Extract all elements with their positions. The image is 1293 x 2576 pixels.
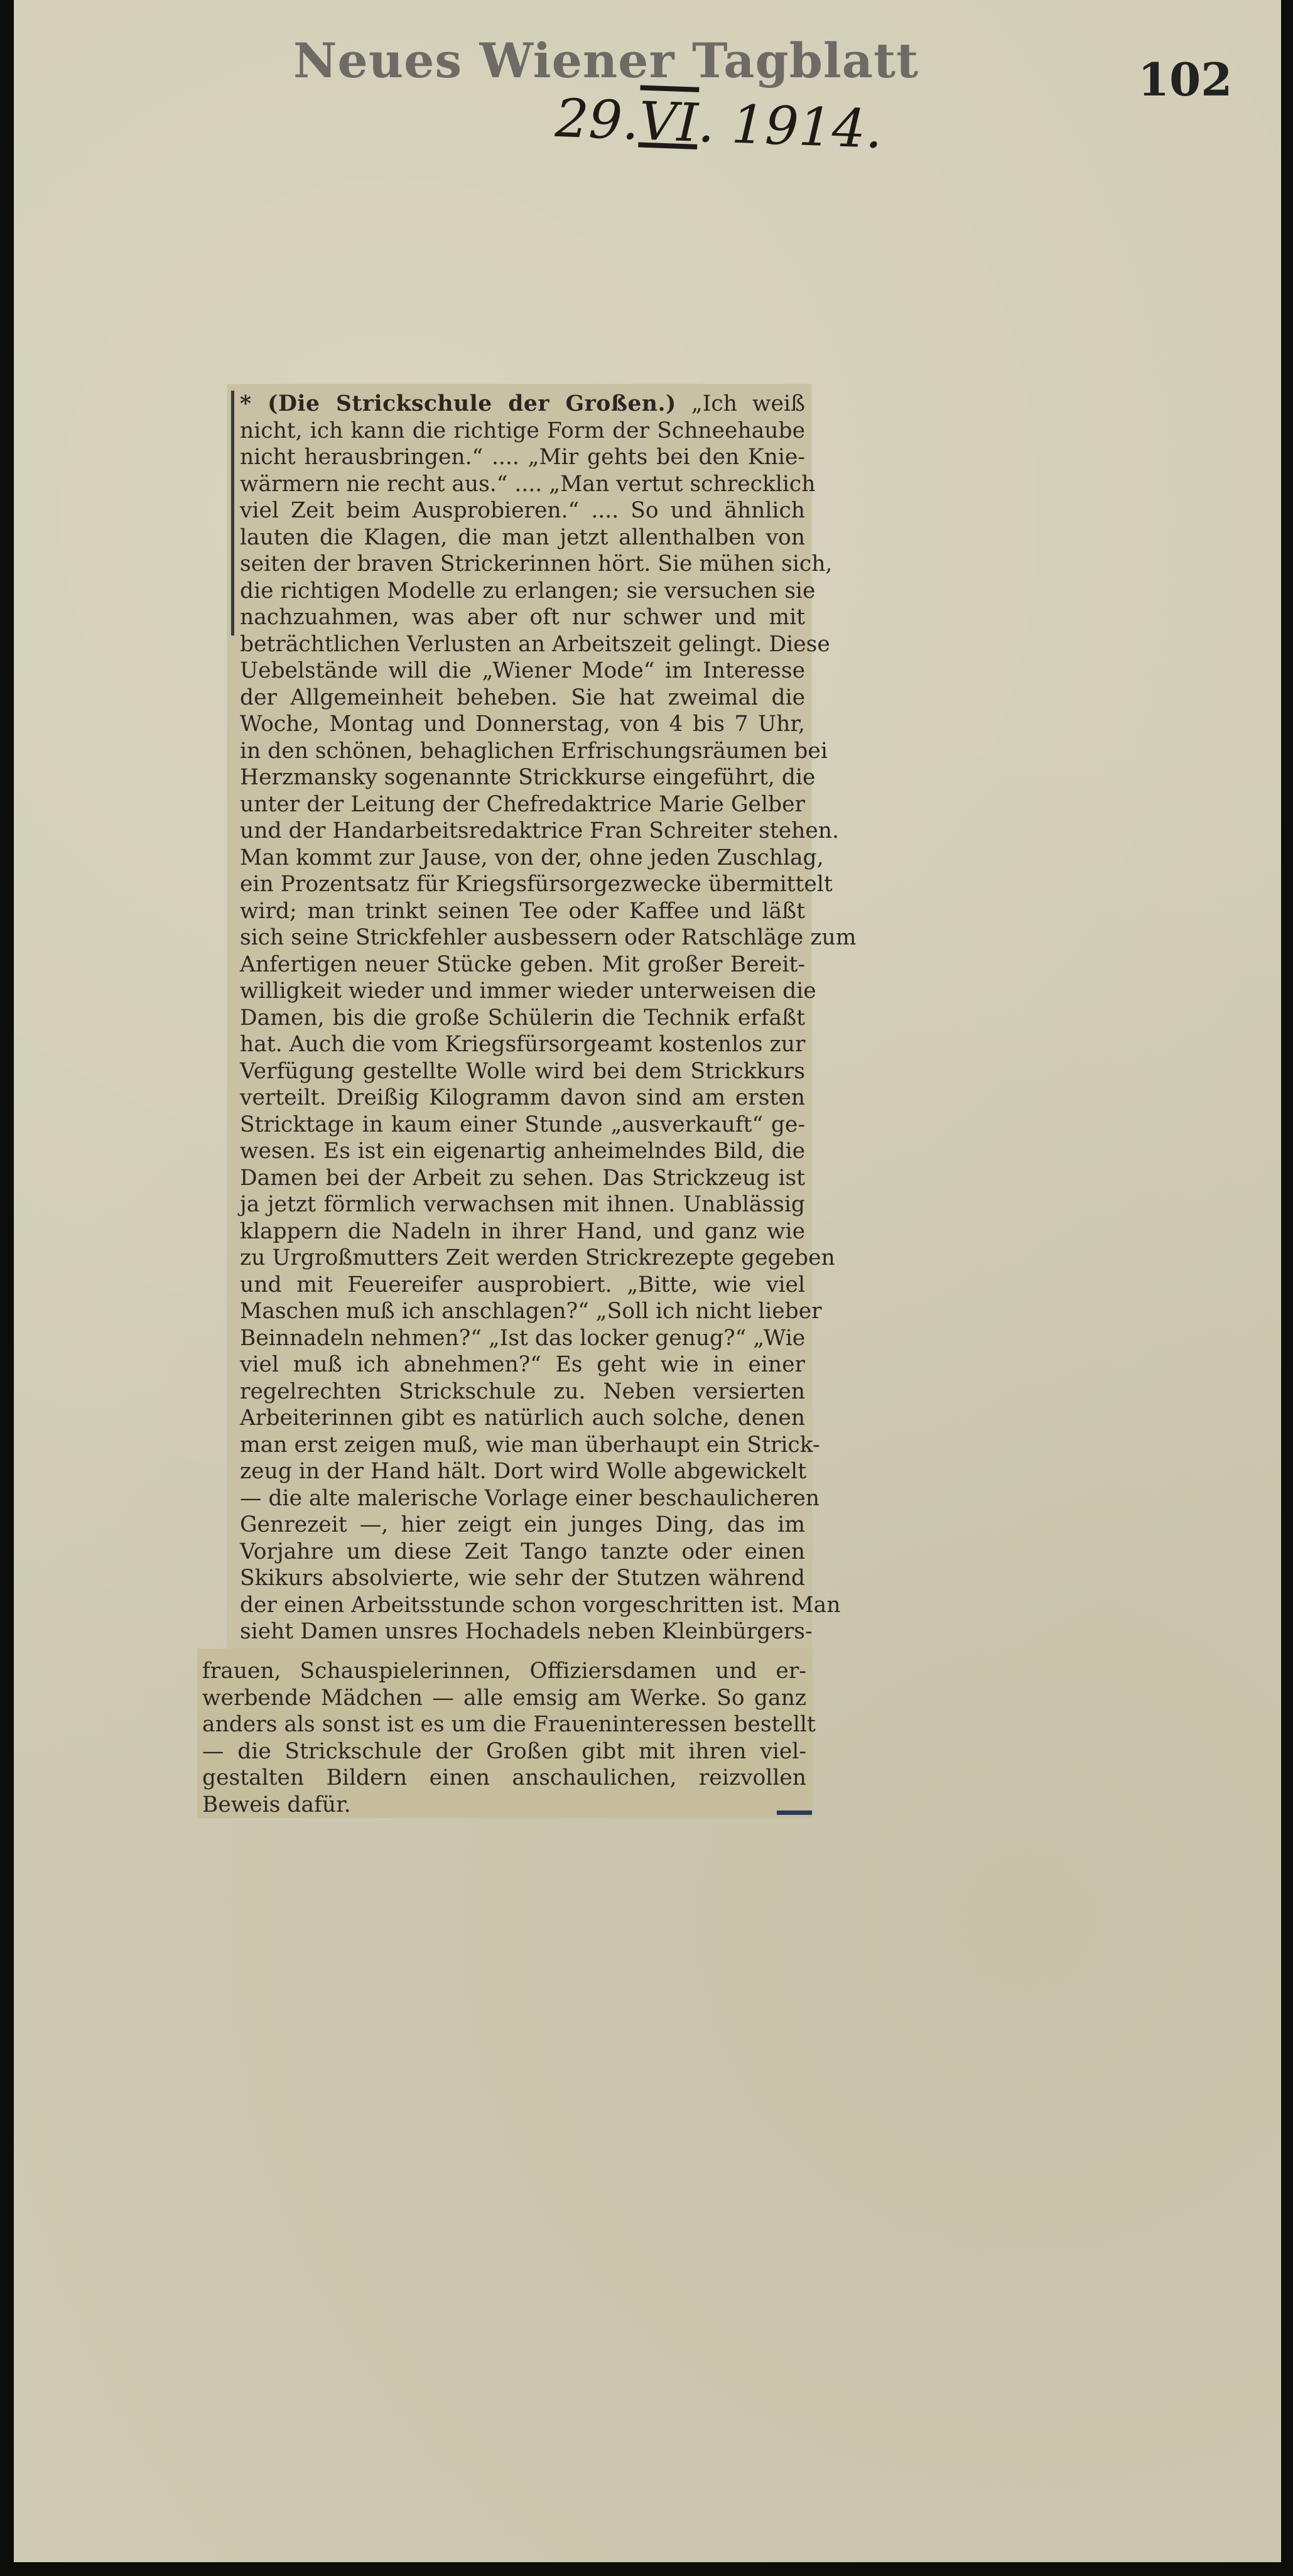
article-line: sich seine Strickfehler ausbessern oder Ratschläge zum [240, 925, 857, 950]
article-line: Anfertigen neuer Stücke geben. Mit großer Bereit- [240, 951, 805, 977]
article-tail-line: gestalten Bildern einen anschaulichen, reizvollen [202, 1765, 806, 1790]
page-number: 102 [1138, 53, 1233, 106]
article-line: und der Handarbeitsredaktrice Fran Schreiter stehen. [240, 818, 839, 843]
article-line: wird; man trinkt seinen Tee oder Kaffee und läßt [240, 898, 805, 924]
article-end-mark [777, 1810, 812, 1815]
article-continuation [202, 1658, 816, 1818]
article-line: der Allgemeinheit beheben. Sie hat zweimal die [240, 685, 805, 710]
article-line: regelrechten Strickschule zu. Neben versierten [240, 1378, 805, 1404]
article-first-line [240, 391, 805, 418]
article-line: Damen bei der Arbeit zu sehen. Das Strickzeug ist [240, 1165, 805, 1191]
newspaper-masthead: Neues Wiener Tagblatt [293, 33, 919, 89]
article-line: die richtigen Modelle zu erlangen; sie versuchen sie [240, 578, 816, 603]
article-line: Stricktage in kaum einer Stunde „ausverkauft“ ge- [240, 1112, 805, 1137]
article-line: Skikurs absolvierte, wie sehr der Stutzen während [240, 1566, 805, 1591]
article-line: Uebelstände will die „Wiener Mode“ im Interesse [240, 658, 805, 683]
article-line: nicht, ich kann die richtige Form der Schneehaube [240, 418, 805, 443]
article-line: seiten der braven Strickerinnen hört. Sie mühen sich, [240, 551, 833, 576]
date-day: 29. [554, 87, 641, 152]
article-tail-line: Beweis dafür. [202, 1792, 351, 1817]
article-line: Verfügung gestellte Wolle wird bei dem Strickkurs [240, 1058, 805, 1084]
article-line: und mit Feuereifer ausprobiert. „Bitte, wie viel [240, 1272, 805, 1297]
article-line: Genrezeit —, hier zeigt ein junges Ding, das im [240, 1512, 805, 1537]
article-line: zu Urgroßmutters Zeit werden Strickrezepte gegeben [240, 1245, 835, 1270]
article-line: hat. Auch die vom Kriegsfürsorgeamt kostenlos zur [240, 1032, 806, 1057]
date-month: VI [637, 90, 700, 154]
article-line: viel muß ich abnehmen?“ Es geht wie in einer [240, 1352, 805, 1377]
article-line: unter der Leitung der Chefredaktrice Marie Gelber [240, 791, 805, 817]
article-headline: * (Die Strickschule der Großen.) [240, 391, 676, 416]
article-tail-line: anders als sonst ist es um die Fraueninteressen bestellt [202, 1712, 816, 1737]
column-rule [231, 391, 234, 636]
article-line: Vorjahre um diese Zeit Tango tanzte oder einen [240, 1539, 805, 1564]
article-tail-line: — die Strickschule der Großen gibt mit ihren viel- [202, 1738, 806, 1764]
article-line: nachzuahmen, was aber oft nur schwer und mit [240, 605, 805, 630]
article-line: Beinnadeln nehmen?“ „Ist das locker genug?“ „Wie [240, 1325, 806, 1351]
article-line: nicht herausbringen.“ .... „Mir gehts bei den Knie- [240, 445, 805, 470]
article-tail-line: frauen, Schauspielerinnen, Offiziersdamen und er- [202, 1659, 806, 1684]
article-line: klappern die Nadeln in ihrer Hand, und ganz wie [240, 1218, 805, 1244]
article-line: der einen Arbeitsstunde schon vorgeschritten ist. Man [240, 1592, 841, 1618]
article-line: Arbeiterinnen gibt es natürlich auch solche, denen [240, 1405, 805, 1431]
article-line: willigkeit wieder und immer wieder unterweisen die [240, 978, 816, 1004]
article-line: ein Prozentsatz für Kriegsfürsorgezwecke übermittelt [240, 872, 833, 897]
article-line: „Ich weiß [691, 391, 805, 416]
article-line: sieht Damen unsres Hochadels neben Kleinbürgers- [240, 1619, 813, 1644]
article-line: man erst zeigen muß, wie man überhaupt ein Strick- [240, 1432, 820, 1458]
article-line: Man kommt zur Jause, von der, ohne jeden Zuschlag, [240, 845, 824, 870]
article-line: lauten die Klagen, die man jetzt allenthalben von [240, 524, 805, 550]
article-line: Herzmansky sogenannte Strickkurse eingeführt, die [240, 765, 816, 790]
date-year: 1914. [730, 93, 884, 161]
article-line: Maschen muß ich anschlagen?“ „Soll ich nicht lieber [240, 1299, 822, 1324]
article-line: in den schönen, behaglichen Erfrischungsräumen bei [240, 738, 828, 764]
article-line: verteilt. Dreißig Kilogramm davon sind am ersten [240, 1085, 805, 1110]
article-body [240, 391, 857, 1645]
article-line: viel Zeit beim Ausprobieren.“ .... So und ähnlich [240, 498, 805, 523]
article-tail-line: werbende Mädchen — alle emsig am Werke. So ganz [202, 1685, 806, 1711]
article-line: wärmern nie recht aus.“ .... „Man vertut schrecklich [240, 471, 816, 497]
article-line: zeug in der Hand hält. Dort wird Wolle abgewickelt [240, 1459, 807, 1484]
article-line: beträchtlichen Verlusten an Arbeitszeit gelingt. Diese [240, 631, 830, 657]
article-line: Woche, Montag und Donnerstag, von 4 bis 7 Uhr, [240, 712, 805, 737]
article-line: ja jetzt förmlich verwachsen mit ihnen. Unablässig [240, 1192, 805, 1217]
article-line: wesen. Es ist ein eigenartig anheimelndes Bild, die [240, 1139, 805, 1164]
article-line: Damen, bis die große Schülerin die Technik erfaßt [240, 1005, 805, 1031]
handwritten-date: 29.VI. 1914. [554, 87, 884, 161]
article-line: — die alte malerische Vorlage einer beschaulicheren [240, 1485, 820, 1511]
